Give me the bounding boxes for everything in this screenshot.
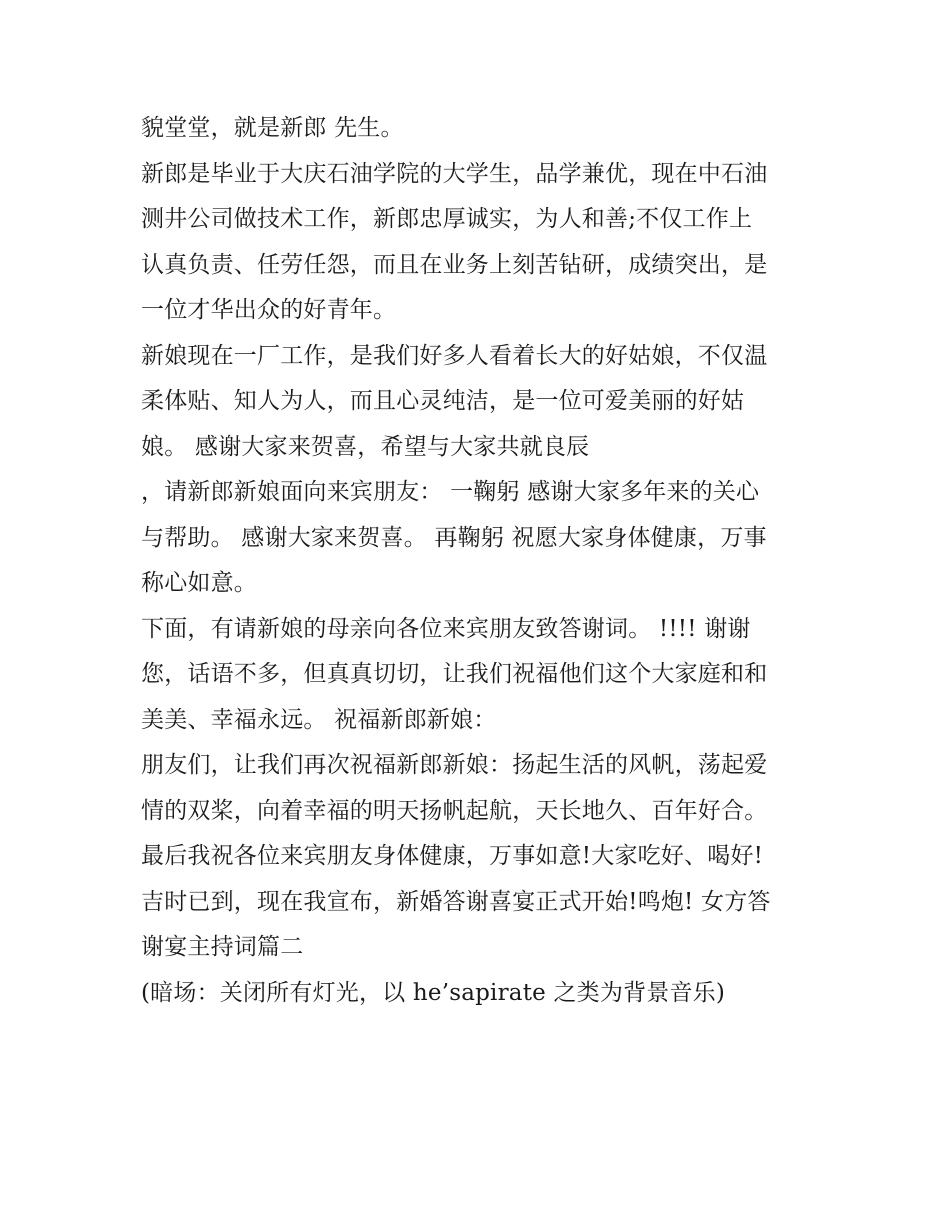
- text-line: 一位才华出众的好青年。: [141, 297, 397, 323]
- text-line: 娘。 感谢大家来贺喜，希望与大家共就良辰: [141, 433, 590, 460]
- text-line: ，请新郎新娘面向来宾朋友： 一鞠躬 感谢大家多年来的关心: [141, 479, 760, 505]
- text-line: 最后我祝各位来宾朋友身体健康，万事如意!大家吃好、喝好!: [141, 843, 764, 869]
- text-line: 认真负责、任劳任怨，而且在业务上刻苦钻研，成绩突出，是: [141, 251, 768, 278]
- text-line: 新郎是毕业于大庆石油学院的大学生，品学兼优，现在中石油: [141, 160, 768, 187]
- text-line: 情的双桨，向着幸福的明天扬帆起航，天长地久、百年好合。: [141, 797, 768, 824]
- text-line: 测井公司做技术工作，新郎忠厚诚实，为人和善;不仅工作上: [141, 206, 753, 232]
- body-text: [141, 106, 821, 1016]
- text-line: 朋友们，让我们再次祝福新郎新娘：扬起生活的风帆，荡起爱: [141, 752, 768, 778]
- text-line: 您，话语不多，但真真切切，让我们祝福他们这个大家庭和和: [141, 661, 768, 687]
- text-line: 貌堂堂，就是新郎 先生。: [141, 115, 404, 141]
- text-line: 美美、幸福永远。 祝福新郎新娘：: [141, 706, 497, 733]
- text-line: 称心如意。: [141, 570, 257, 596]
- text-line: (暗场：关闭所有灯光，以 he’sapirate 之类为背景音乐): [141, 979, 726, 1006]
- text-line: 柔体贴、知人为人，而且心灵纯洁，是一位可爱美丽的好姑: [141, 388, 745, 414]
- text-line: 吉时已到，现在我宣布，新婚答谢喜宴正式开始!鸣炮! 女方答: [141, 888, 771, 915]
- text-line: 谢宴主持词篇二: [141, 934, 304, 960]
- text-line: 新娘现在一厂工作，是我们好多人看着长大的好姑娘，不仅温: [141, 342, 768, 369]
- text-line: 下面，有请新娘的母亲向各位来宾朋友致答谢词。 !!!! 谢谢: [141, 615, 751, 642]
- text-line: 与帮助。 感谢大家来贺喜。 再鞠躬 祝愿大家身体健康，万事: [141, 524, 767, 551]
